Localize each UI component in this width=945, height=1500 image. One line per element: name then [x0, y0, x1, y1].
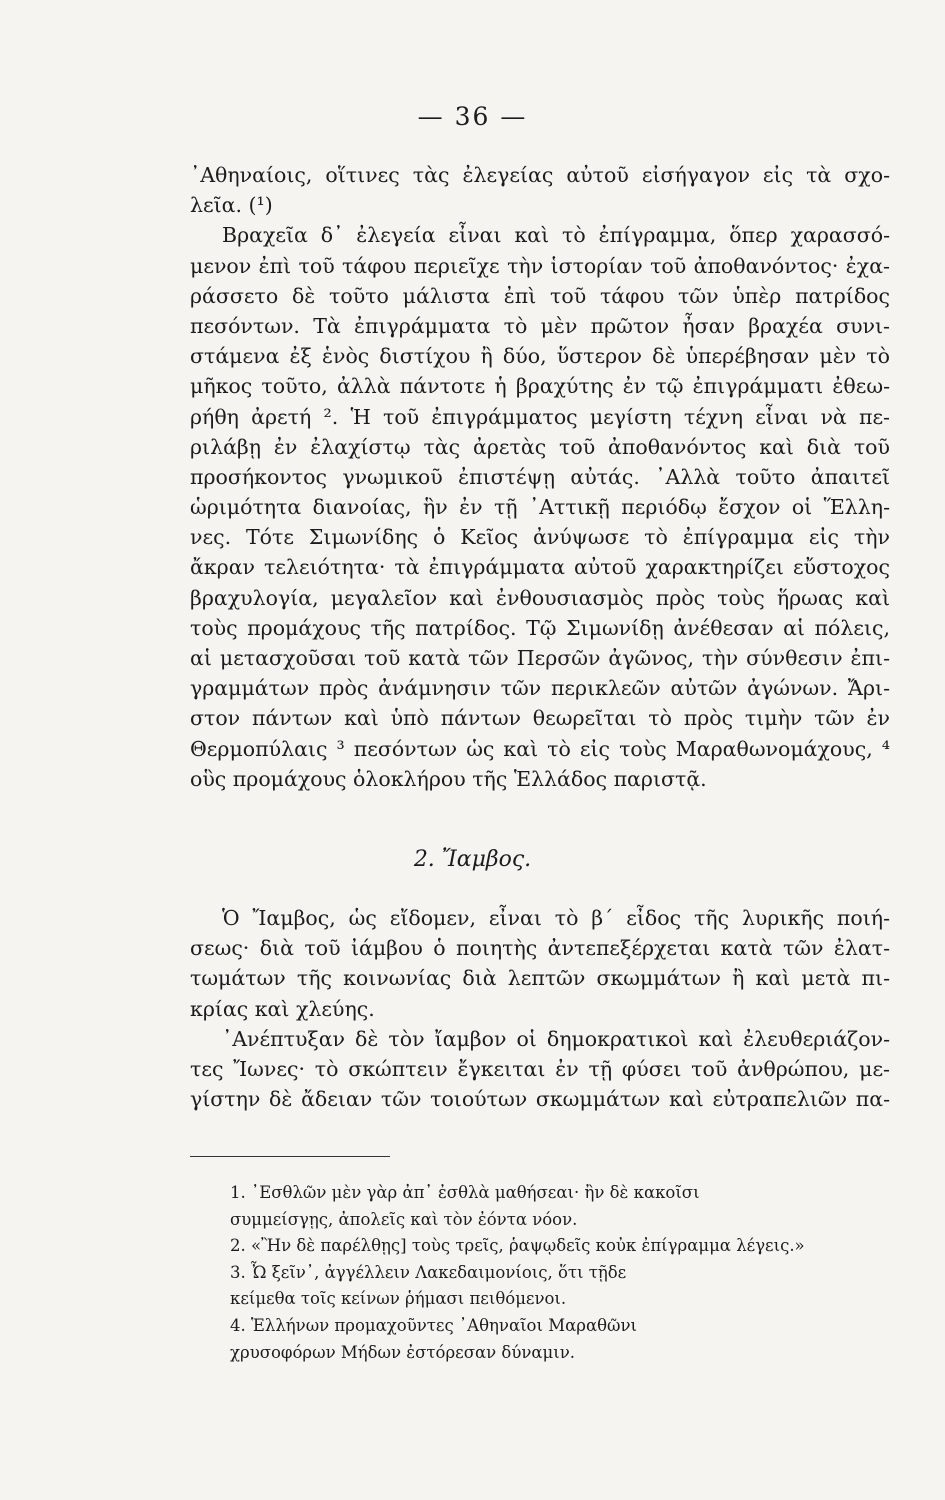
- footnote-3-continued: κείμεθα τοῖς κείνων ῥήμασι πειθόμενοι.: [230, 1289, 567, 1309]
- footnote-divider: [190, 1156, 390, 1157]
- text-line: στον πάντων καὶ ὑπὸ πάντων θεωρεῖται τὸ πρὸς τιμὴν τῶν ἐν: [190, 706, 890, 731]
- footnote-2: 2. «Ἢν δὲ παρέλθῃς] τοὺς τρεῖς, ῥαψῳδεῖς κοὐκ ἐπίγραμμα λέγεις.»: [230, 1236, 805, 1256]
- text-line: βραχυλογία, μεγαλεῖον καὶ ἐνθουσιασμὸς πρὸς τοὺς ἥρωας καὶ: [190, 585, 890, 610]
- text-line: οὓς προμάχους ὁλοκλήρου τῆς Ἑλλάδος παριστᾷ.: [190, 766, 707, 791]
- text-line: Θερμοπύλαις ³ πεσόντων ὡς καὶ τὸ εἰς τοὺς Μαραθωνομάχους, ⁴: [190, 736, 890, 761]
- text-line: ριλάβῃ ἐν ἐλαχίστῳ τὰς ἀρετὰς τοῦ ἀποθανόντος καὶ διὰ τοῦ: [190, 434, 890, 459]
- text-line: γραμμάτων πρὸς ἀνάμνησιν τῶν περικλεῶν αὐτῶν ἀγώνων. Ἄρι-: [190, 676, 890, 701]
- footnote-1: 1. ᾿Εσθλῶν μὲν γὰρ ἀπ᾿ ἐσθλὰ μαθήσεαι· ἢν δὲ κακοῖσι: [230, 1183, 700, 1202]
- main-text: [190, 160, 890, 794]
- text-line: τοὺς προμάχους τῆς πατρίδος. Τῷ Σιμωνίδῃ ἀνέθεσαν αἱ πόλεις,: [190, 615, 890, 640]
- text-line: στάμενα ἐξ ἑνὸς διστίχου ἢ δύο, ὕστερον δὲ ὑπερέβησαν μὲν τὸ: [190, 344, 890, 369]
- section-heading: 2. Ἴαμβος.: [413, 847, 532, 872]
- text-line: λεῖα. (¹): [190, 193, 273, 218]
- text-line: σεως· διὰ τοῦ ἰάμβου ὁ ποιητὴς ἀντεπεξέρχεται κατὰ τῶν ἐλατ-: [190, 936, 890, 961]
- footnotes: [230, 1180, 890, 1366]
- text-line: τωμάτων τῆς κοινωνίας διὰ λεπτῶν σκωμμάτων ἢ καὶ μετὰ πι-: [190, 966, 890, 991]
- text-line: γίστην δὲ ἄδειαν τῶν τοιούτων σκωμμάτων καὶ εὐτραπελιῶν πα-: [190, 1087, 890, 1112]
- text-line: ράσσετο δὲ τοῦτο μάλιστα ἐπὶ τοῦ τάφου τῶν ὑπὲρ πατρίδος: [190, 283, 890, 308]
- text-line: ὡριμότητα διανοίας, ἣν ἐν τῇ ᾿Αττικῇ περιόδῳ ἔσχον οἱ Ἕλλη-: [190, 495, 890, 520]
- section-text: [190, 903, 890, 1114]
- text-line: μῆκος τοῦτο, ἀλλὰ πάντοτε ἡ βραχύτης ἐν τῷ ἐπιγράμματι ἐθεω-: [190, 374, 890, 399]
- footnote-1-continued: συμμείσγῃς, ἀπολεῖς καὶ τὸν ἐόντα νόον.: [230, 1209, 578, 1229]
- footnote-4: 4. Ἑλλήνων προμαχοῦντες ᾿Αθηναῖοι Μαραθῶνι: [230, 1315, 637, 1335]
- page-number: — 36 —: [417, 102, 528, 131]
- footnote-3: 3. Ὦ ξεῖν᾿, ἀγγέλλειν Λακεδαιμονίοις, ὅτι τῇδε: [230, 1262, 627, 1282]
- text-line: κρίας καὶ χλεύης.: [190, 996, 375, 1021]
- text-line: αἱ μετασχοῦσαι τοῦ κατὰ τῶν Περσῶν ἀγῶνος, τὴν σύνθεσιν ἐπι-: [190, 646, 890, 670]
- text-line: νες. Τότε Σιμωνίδης ὁ Κεῖος ἀνύψωσε τὸ ἐπίγραμμα εἰς τὴν: [190, 525, 890, 550]
- text-line: μενον ἐπὶ τοῦ τάφου περιεῖχε τὴν ἱστορίαν τοῦ ἀποθανόντος· ἐχα-: [190, 253, 890, 278]
- text-line: Ὁ Ἴαμβος, ὡς εἴδομεν, εἶναι τὸ β´ εἶδος τῆς λυρικῆς ποιή-: [222, 906, 890, 930]
- text-line: προσήκοντος γνωμικοῦ ἐπιστέψῃ αὐτάς. ᾿Αλλὰ τοῦτο ἀπαιτεῖ: [190, 464, 890, 489]
- text-line: τες Ἴωνες· τὸ σκώπτειν ἔγκειται ἐν τῇ φύσει τοῦ ἀνθρώπου, με-: [190, 1056, 890, 1081]
- text-line: ᾿Αθηναίοις, οἵτινες τὰς ἐλεγείας αὐτοῦ εἰσήγαγον εἰς τὰ σχο-: [190, 163, 890, 187]
- text-line: πεσόντων. Τὰ ἐπιγράμματα τὸ μὲν πρῶτον ἦσαν βραχέα συνι-: [190, 313, 890, 338]
- footnote-4-continued: χρυσοφόρων Μήδων ἐστόρεσαν δύναμιν.: [230, 1342, 576, 1362]
- text-line: ᾿Ανέπτυξαν δὲ τὸν ἴαμβον οἱ δημοκρατικοὶ καὶ ἐλευθεριάζον-: [222, 1026, 890, 1051]
- text-line: ἄκραν τελειότητα· τὰ ἐπιγράμματα αὐτοῦ χαρακτηρίζει εὔστοχος: [190, 555, 890, 580]
- text-line: ρήθη ἀρετή ². Ἡ τοῦ ἐπιγράμματος μεγίστη τέχνη εἶναι νὰ πε-: [190, 404, 890, 429]
- text-line: Βραχεῖα δ᾿ ἐλεγεία εἶναι καὶ τὸ ἐπίγραμμα, ὅπερ χαρασσό-: [222, 223, 890, 248]
